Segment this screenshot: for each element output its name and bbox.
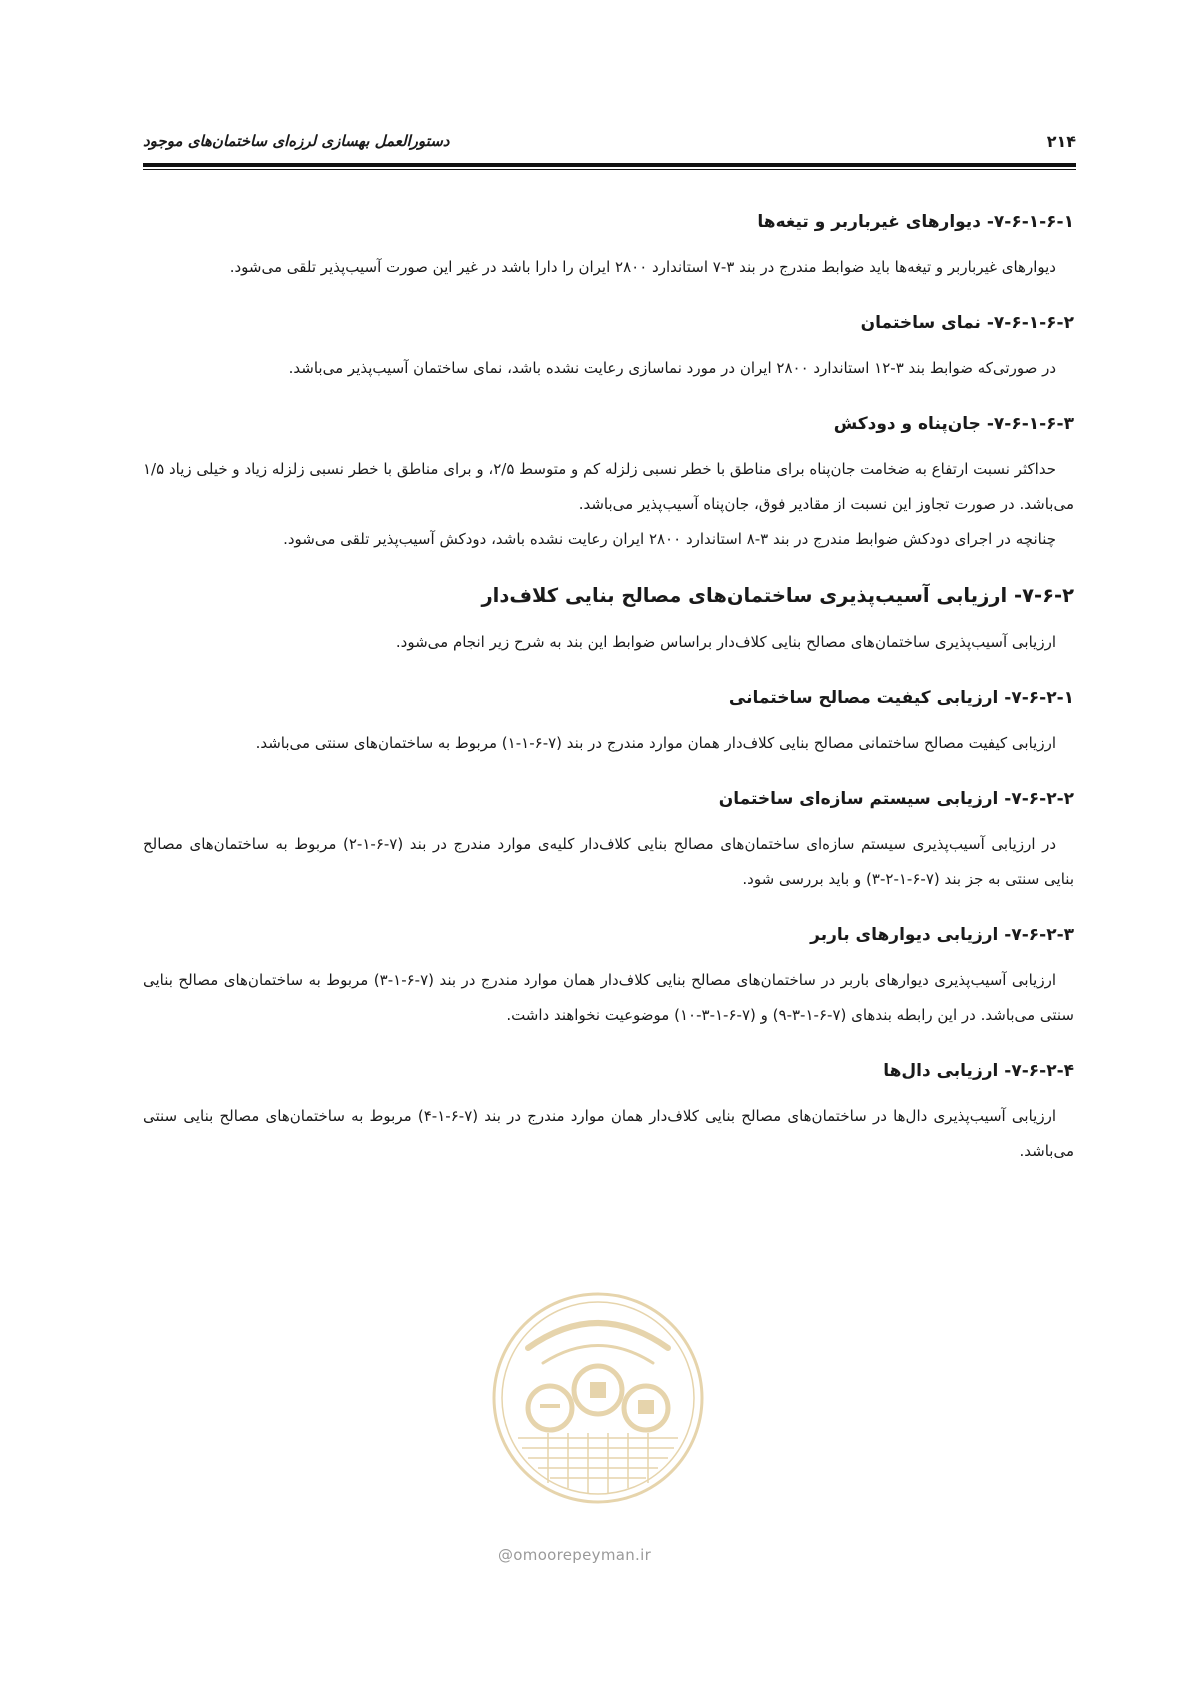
section xyxy=(143,410,1074,557)
major-section-heading: ۷-۶-۲- ارزیابی آسیب‌پذیری ساختمان‌های مصالح بنایی کلاف‌دار xyxy=(481,584,1074,607)
paragraph: ارزیابی کیفیت مصالح ساختمانی مصالح بنایی کلاف‌دار همان موارد مندرج در بند (۷-۶-۱-۱) مربوط به ساختمان‌های سنتی می‌باشد. xyxy=(255,734,1056,752)
watermark-logo xyxy=(488,1288,708,1508)
paragraph: حداکثر نسبت ارتفاع به ضخامت جان‌پناه برای مناطق با خطر نسبی زلزله کم و متوسط ۲/۵، و برای مناطق با خطر نسبی زلزله زیاد و خیلی زیاد ۱/۵ می‌باشد. در صورت تجاوز این نسبت از مقادیر فوق، جان‌پناه آسیب‌پذیر می‌باشد. xyxy=(143,460,1074,513)
paragraph: در ارزیابی آسیب‌پذیری سیستم سازه‌ای ساختمان‌های مصالح بنایی کلاف‌دار کلیه‌ی موارد مندرج در بند (۷-۶-۱-۲) مربوط به ساختمان‌های مصالح بنایی سنتی به جز بند (۷-۶-۱-۲-۳) و باید بررسی شود. xyxy=(143,835,1074,888)
section xyxy=(143,581,1074,660)
running-title: دستورالعمل بهسازی لرزه‌ای ساختمان‌های موجود xyxy=(143,132,450,150)
section-heading: ۷-۶-۱-۶-۲- نمای ساختمان xyxy=(860,313,1074,333)
section-heading: ۷-۶-۱-۶-۱- دیوارهای غیرباربر و تیغه‌ها xyxy=(757,212,1074,232)
header-rule-thick xyxy=(143,163,1076,167)
paragraph: چنانچه در اجرای دودکش ضوابط مندرج در بند ۳-۸ استاندارد ۲۸۰۰ ایران رعایت نشده باشد، دودکش آسیب‌پذیر تلقی می‌شود. xyxy=(283,530,1056,548)
section-heading: ۷-۶-۲-۲- ارزیابی سیستم سازه‌ای ساختمان xyxy=(718,789,1074,809)
section xyxy=(143,208,1074,285)
section xyxy=(143,785,1074,897)
section-heading: ۷-۶-۲-۴- ارزیابی دال‌ها xyxy=(883,1061,1074,1081)
section xyxy=(143,1057,1074,1169)
paragraph: ارزیابی آسیب‌پذیری دیوارهای باربر در ساختمان‌های مصالح بنایی کلاف‌دار همان موارد مندرج در بند (۷-۶-۱-۳) مربوط به ساختمان‌های مصالح بنایی سنتی می‌باشد. در این رابطه بندهای (۷-۶-۱-۳-۹) و (۷-۶-۱-۳-۱۰) موضوعیت نخواهند داشت. xyxy=(143,971,1074,1024)
section xyxy=(143,309,1074,386)
section xyxy=(143,684,1074,761)
page-number: ۲۱۴ xyxy=(1046,132,1076,151)
section-heading: ۷-۶-۲-۱- ارزیابی کیفیت مصالح ساختمانی xyxy=(728,688,1074,708)
paragraph: در صورتی‌که ضوابط بند ۳-۱۲ استاندارد ۲۸۰۰ ایران در مورد نماسازی رعایت نشده باشد، نمای ساختمان آسیب‌پذیر می‌باشد. xyxy=(288,359,1056,377)
paragraph: ارزیابی آسیب‌پذیری ساختمان‌های مصالح بنایی کلاف‌دار براساس ضوابط این بند به شرح زیر انجام می‌شود. xyxy=(395,633,1056,651)
section-heading: ۷-۶-۲-۳- ارزیابی دیوارهای باربر xyxy=(810,925,1074,945)
running-header xyxy=(143,128,1076,164)
body-content xyxy=(143,208,1074,1193)
watermark-text: @omoorepeyman.ir xyxy=(498,1546,652,1564)
section-heading: ۷-۶-۱-۶-۳- جان‌پناه و دودکش xyxy=(833,414,1074,434)
paragraph: ارزیابی آسیب‌پذیری دال‌ها در ساختمان‌های مصالح بنایی کلاف‌دار همان موارد مندرج در بند (۷-۶-۱-۴) مربوط به ساختمان‌های مصالح بنایی سنتی می‌باشد. xyxy=(143,1107,1074,1160)
section xyxy=(143,921,1074,1033)
paragraph: دیوارهای غیرباربر و تیغه‌ها باید ضوابط مندرج در بند ۳-۷ استاندارد ۲۸۰۰ ایران را دارا باشد در غیر این صورت آسیب‌پذیر تلقی می‌شود. xyxy=(229,258,1056,276)
header-rule-thin xyxy=(143,169,1076,170)
